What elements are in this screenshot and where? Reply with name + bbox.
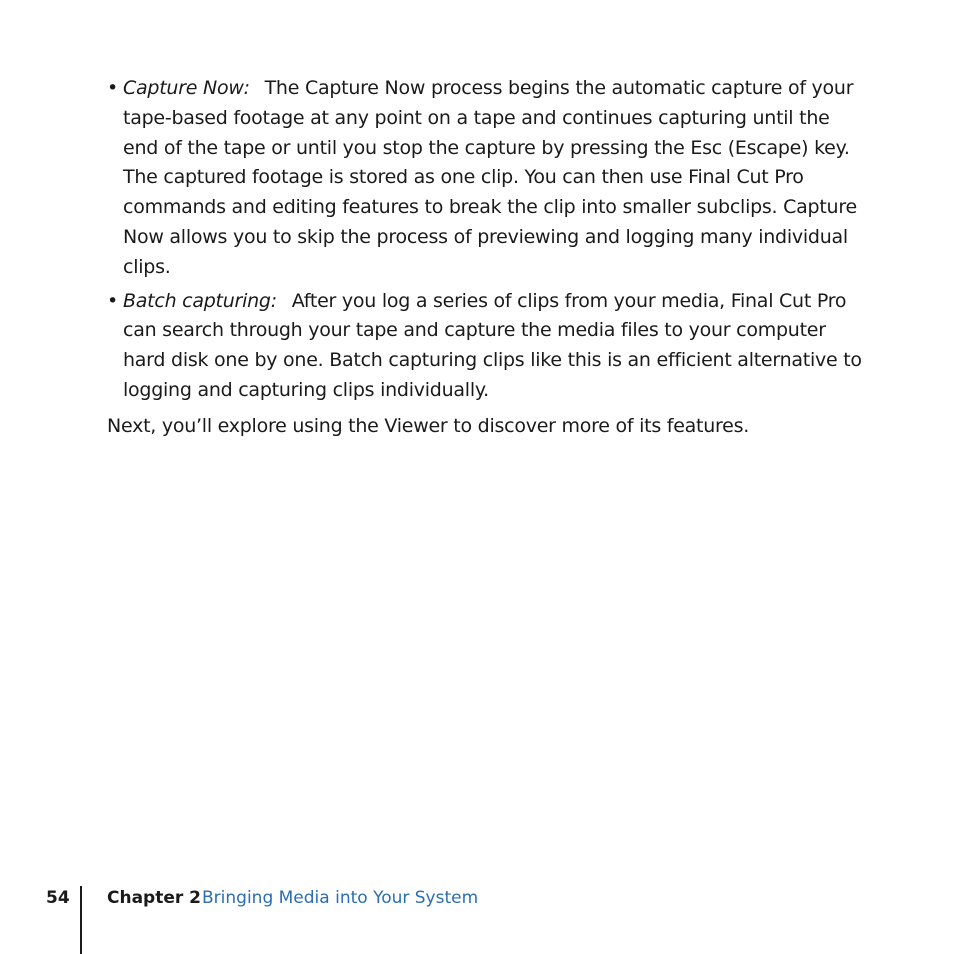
- bullet-item-batch-capturing: [107, 287, 867, 406]
- page-number: 54: [46, 888, 70, 908]
- chapter-title: Bringing Media into Your System: [202, 888, 479, 908]
- bullet-marker: •: [107, 289, 118, 312]
- bullet-text: After you log a series of clips from your media, Final Cut Pro can search through your tape and capture the media files to your computer hard disk one by one. Batch capturing clips like this is an efficient alternative to logging and capturing clips individually.: [123, 289, 862, 401]
- bullet-text: The Capture Now process begins the automatic capture of your tape-based footage at any point on a tape and continues capturing until the end of the tape or until you stop the capture by pressing the Esc (Escape) key. The captured footage is stored as one clip. You can then use Final Cut Pro commands and editing features to break the clip into smaller subclips. Capture Now allows you to skip the process of previewing and logging many individual clips.: [123, 77, 857, 278]
- chapter-label: Chapter 2: [107, 888, 202, 908]
- bullet-term: Batch capturing:: [123, 289, 277, 312]
- bullet-item-capture-now: [107, 74, 867, 283]
- bullet-list: [107, 74, 867, 406]
- bullet-marker: •: [107, 77, 118, 99]
- footer-divider: [80, 886, 82, 954]
- page-body: [107, 74, 867, 442]
- bullet-term: Capture Now:: [123, 77, 250, 99]
- body-paragraph: Next, you’ll explore using the Viewer to discover more of its features.: [107, 414, 750, 437]
